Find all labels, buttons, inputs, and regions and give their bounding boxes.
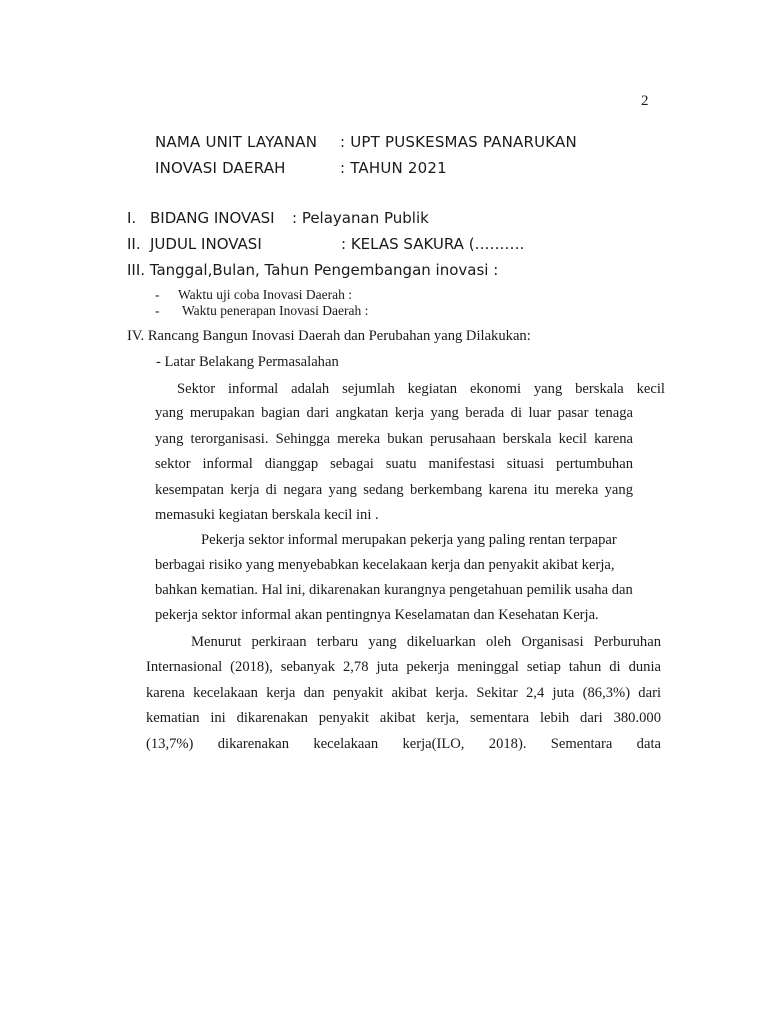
- subsection-heading: - Latar Belakang Permasalahan: [156, 354, 339, 370]
- paragraph-1-line: yang terorganisasi. Sehingga mereka bukan perusahaan berskala kecil karena: [155, 431, 633, 447]
- paragraph-3-line: karena kecelakaan kerja dan penyakit akibat kerja. Sekitar 2,4 juta (86,3%) dari: [146, 685, 661, 701]
- list-dash: -: [155, 303, 160, 318]
- unit-value: : UPT PUSKESMAS PANARUKAN: [340, 133, 577, 151]
- section-1-value: : Pelayanan Publik: [292, 209, 429, 227]
- paragraph-3-line: Internasional (2018), sebanyak 2,78 juta pekerja meninggal setiap tahun di dunia: [146, 659, 661, 675]
- section-1-label: BIDANG INOVASI: [150, 209, 275, 227]
- list-dash: -: [155, 287, 160, 302]
- page-number: 2: [641, 93, 649, 109]
- paragraph-3-line: kematian ini dikarenakan penyakit akibat kerja, sementara lebih dari 380.000: [146, 710, 661, 726]
- paragraph-1-line: sektor informal dianggap sebagai suatu manifestasi situasi pertumbuhan: [155, 456, 633, 472]
- paragraph-2-line: pekerja sektor informal akan pentingnya Keselamatan dan Kesehatan Kerja.: [155, 607, 599, 623]
- section-2-number: II.: [127, 235, 141, 253]
- paragraph-2-line: berbagai risiko yang menyebabkan kecelakaan kerja dan penyakit akibat kerja,: [155, 557, 615, 573]
- paragraph-2-line: Pekerja sektor informal merupakan pekerja yang paling rentan terpapar: [201, 532, 617, 548]
- section-1-number: I.: [127, 209, 137, 227]
- section-3-heading: III. Tanggal,Bulan, Tahun Pengembangan inovasi :: [127, 261, 499, 279]
- unit-label: NAMA UNIT LAYANAN: [155, 133, 318, 151]
- section-4-heading: IV. Rancang Bangun Inovasi Daerah dan Perubahan yang Dilakukan:: [127, 328, 531, 344]
- section-2-value: : KELAS SAKURA (……….: [341, 235, 525, 253]
- paragraph-1-line: memasuki kegiatan berskala kecil ini .: [155, 507, 379, 523]
- inovasi-value: : TAHUN 2021: [340, 159, 447, 177]
- paragraph-1-line: kesempatan kerja di negara yang sedang berkembang karena itu mereka yang: [155, 482, 633, 498]
- paragraph-3-line: (13,7%) dikarenakan kecelakaan kerja(ILO, 2018). Sementara data: [146, 736, 661, 752]
- implementation-period-item: Waktu penerapan Inovasi Daerah :: [182, 303, 369, 318]
- paragraph-1-line: yang merupakan bagian dari angkatan kerja yang berada di luar pasar tenaga: [155, 405, 633, 421]
- section-2-label: JUDUL INOVASI: [150, 235, 262, 253]
- paragraph-3-line: Menurut perkiraan terbaru yang dikeluarkan oleh Organisasi Perburuhan: [191, 634, 661, 650]
- trial-period-item: Waktu uji coba Inovasi Daerah :: [178, 287, 352, 302]
- paragraph-1-line: Sektor informal adalah sejumlah kegiatan ekonomi yang berskala kecil: [177, 381, 665, 397]
- paragraph-2-line: bahkan kematian. Hal ini, dikarenakan kurangnya pengetahuan pemilik usaha dan: [155, 582, 633, 598]
- inovasi-label: INOVASI DAERAH: [155, 159, 286, 177]
